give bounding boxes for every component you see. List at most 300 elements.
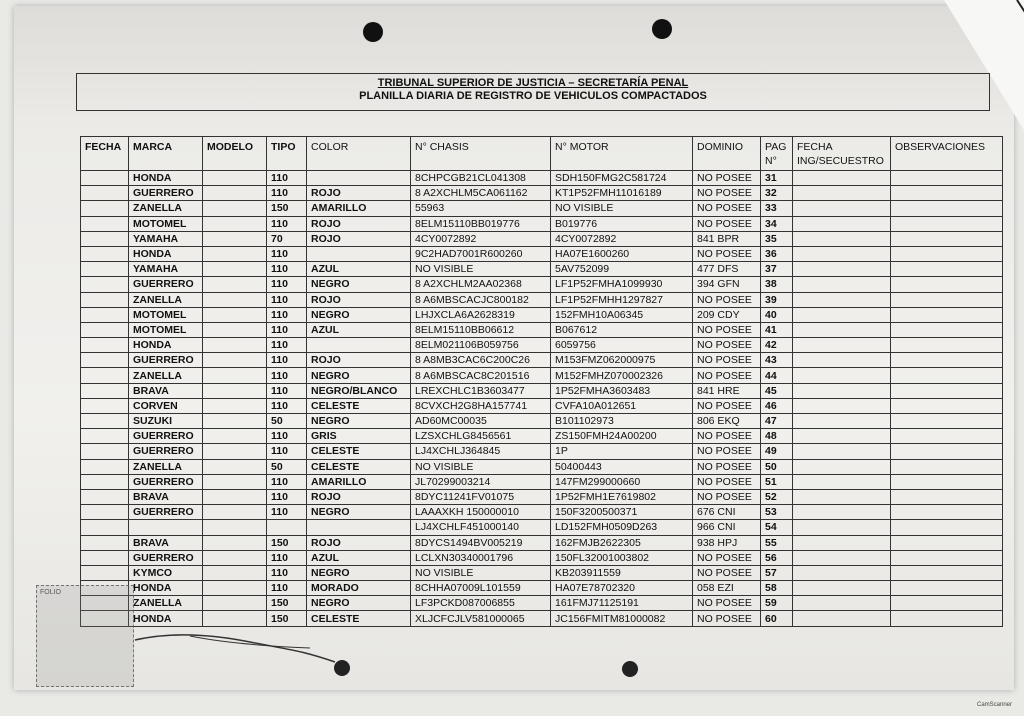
table-row bbox=[81, 353, 1003, 368]
cell-dominio: NO POSEE bbox=[693, 353, 761, 368]
col-pag-l2: N° bbox=[765, 155, 777, 167]
col-observaciones: OBSERVACIONES bbox=[891, 137, 1003, 171]
cell-dominio: NO POSEE bbox=[693, 216, 761, 231]
scanner-watermark: CamScanner bbox=[976, 702, 1012, 708]
cell-fecha_ing bbox=[793, 201, 891, 216]
cell-modelo bbox=[203, 383, 267, 398]
cell-tipo: 110 bbox=[267, 429, 307, 444]
cell-tipo: 110 bbox=[267, 444, 307, 459]
cell-fecha bbox=[81, 459, 129, 474]
cell-tipo: 110 bbox=[267, 550, 307, 565]
cell-motor: 162FMJB2622305 bbox=[551, 535, 693, 550]
cell-motor: KB203911559 bbox=[551, 565, 693, 580]
cell-modelo bbox=[203, 459, 267, 474]
table-row bbox=[81, 474, 1003, 489]
cell-motor: JC156FMITM81000082 bbox=[551, 611, 693, 626]
cell-modelo bbox=[203, 505, 267, 520]
cell-fecha bbox=[81, 520, 129, 535]
col-marca: MARCA bbox=[129, 137, 203, 171]
cell-chasis: 8ELM15110BB06612 bbox=[411, 322, 551, 337]
cell-obs bbox=[891, 277, 1003, 292]
cell-obs bbox=[891, 581, 1003, 596]
cell-pag: 48 bbox=[761, 429, 793, 444]
cell-fecha bbox=[81, 322, 129, 337]
cell-pag: 58 bbox=[761, 581, 793, 596]
cell-obs bbox=[891, 459, 1003, 474]
cell-tipo: 110 bbox=[267, 322, 307, 337]
cell-dominio: 209 CDY bbox=[693, 307, 761, 322]
cell-tipo: 150 bbox=[267, 201, 307, 216]
cell-dominio: 841 HRE bbox=[693, 383, 761, 398]
cell-fecha_ing bbox=[793, 383, 891, 398]
cell-pag: 32 bbox=[761, 186, 793, 201]
cell-fecha bbox=[81, 398, 129, 413]
cell-chasis: 8CVXCH2G8HA157741 bbox=[411, 398, 551, 413]
cell-fecha_ing bbox=[793, 489, 891, 504]
cell-color: ROJO bbox=[307, 353, 411, 368]
cell-dominio: NO POSEE bbox=[693, 338, 761, 353]
cell-fecha_ing bbox=[793, 505, 891, 520]
cell-marca: ZANELLA bbox=[129, 459, 203, 474]
col-fecha-ing-l1: FECHA bbox=[797, 141, 833, 153]
cell-modelo bbox=[203, 550, 267, 565]
cell-chasis: 8DYCS1494BV005219 bbox=[411, 535, 551, 550]
header-title: TRIBUNAL SUPERIOR DE JUSTICIA – SECRETARÍA PENAL bbox=[377, 77, 689, 89]
cell-fecha bbox=[81, 307, 129, 322]
cell-color: AMARILLO bbox=[307, 474, 411, 489]
cell-marca: GUERRERO bbox=[129, 444, 203, 459]
cell-color: AZUL bbox=[307, 550, 411, 565]
cell-chasis: LF3PCKD087006855 bbox=[411, 596, 551, 611]
cell-color: CELESTE bbox=[307, 459, 411, 474]
cell-fecha_ing bbox=[793, 216, 891, 231]
cell-pag: 47 bbox=[761, 414, 793, 429]
cell-chasis: LCLXN30340001796 bbox=[411, 550, 551, 565]
table-row bbox=[81, 231, 1003, 246]
cell-obs bbox=[891, 565, 1003, 580]
cell-obs bbox=[891, 550, 1003, 565]
cell-obs bbox=[891, 171, 1003, 186]
cell-fecha_ing bbox=[793, 565, 891, 580]
cell-tipo: 110 bbox=[267, 489, 307, 504]
cell-motor: LD152FMH0509D263 bbox=[551, 520, 693, 535]
table-row bbox=[81, 292, 1003, 307]
cell-fecha_ing bbox=[793, 231, 891, 246]
cell-color: ROJO bbox=[307, 489, 411, 504]
col-fecha: FECHA bbox=[81, 137, 129, 171]
cell-chasis: 8 A6MBSCACJC800182 bbox=[411, 292, 551, 307]
cell-dominio: 938 HPJ bbox=[693, 535, 761, 550]
cell-pag: 54 bbox=[761, 520, 793, 535]
cell-dominio: 841 BPR bbox=[693, 231, 761, 246]
cell-chasis: LJ4XCHLF451000140 bbox=[411, 520, 551, 535]
cell-dominio: 806 EKQ bbox=[693, 414, 761, 429]
cell-dominio: NO POSEE bbox=[693, 489, 761, 504]
cell-pag: 51 bbox=[761, 474, 793, 489]
cell-pag: 53 bbox=[761, 505, 793, 520]
cell-fecha bbox=[81, 262, 129, 277]
cell-chasis: LREXCHLC1B3603477 bbox=[411, 383, 551, 398]
cell-fecha bbox=[81, 550, 129, 565]
cell-dominio: 058 EZI bbox=[693, 581, 761, 596]
cell-marca: GUERRERO bbox=[129, 277, 203, 292]
table-row bbox=[81, 338, 1003, 353]
cell-modelo bbox=[203, 398, 267, 413]
cell-tipo: 70 bbox=[267, 231, 307, 246]
cell-modelo bbox=[203, 307, 267, 322]
col-pag-l1: PAG bbox=[765, 141, 787, 153]
official-stamp bbox=[36, 585, 134, 687]
cell-chasis: 8 A8MB3CAC6C200C26 bbox=[411, 353, 551, 368]
cell-fecha bbox=[81, 414, 129, 429]
table-row bbox=[81, 489, 1003, 504]
cell-color: ROJO bbox=[307, 231, 411, 246]
cell-chasis: 8DYC11241FV01075 bbox=[411, 489, 551, 504]
cell-motor: KT1P52FMH11016189 bbox=[551, 186, 693, 201]
cell-marca: BRAVA bbox=[129, 489, 203, 504]
cell-fecha bbox=[81, 231, 129, 246]
cell-obs bbox=[891, 474, 1003, 489]
cell-obs bbox=[891, 383, 1003, 398]
cell-dominio: NO POSEE bbox=[693, 444, 761, 459]
cell-motor: 152FMH10A06345 bbox=[551, 307, 693, 322]
cell-tipo: 110 bbox=[267, 292, 307, 307]
cell-dominio: NO POSEE bbox=[693, 322, 761, 337]
table-row bbox=[81, 414, 1003, 429]
cell-fecha_ing bbox=[793, 520, 891, 535]
cell-dominio: NO POSEE bbox=[693, 596, 761, 611]
cell-motor: SDH150FMG2C581724 bbox=[551, 171, 693, 186]
cell-tipo: 110 bbox=[267, 353, 307, 368]
cell-modelo bbox=[203, 216, 267, 231]
cell-marca: GUERRERO bbox=[129, 474, 203, 489]
cell-color bbox=[307, 338, 411, 353]
cell-obs bbox=[891, 489, 1003, 504]
cell-modelo bbox=[203, 565, 267, 580]
cell-pag: 39 bbox=[761, 292, 793, 307]
cell-modelo bbox=[203, 322, 267, 337]
cell-marca: GUERRERO bbox=[129, 550, 203, 565]
table-row bbox=[81, 535, 1003, 550]
cell-fecha bbox=[81, 353, 129, 368]
table-row bbox=[81, 398, 1003, 413]
col-fecha-ing bbox=[793, 137, 891, 171]
cell-chasis: 4CY0072892 bbox=[411, 231, 551, 246]
cell-pag: 50 bbox=[761, 459, 793, 474]
cell-chasis: LAAAXKH 150000010 bbox=[411, 505, 551, 520]
cell-obs bbox=[891, 414, 1003, 429]
cell-motor: M152FMHZ070002326 bbox=[551, 368, 693, 383]
cell-chasis: 8 A6MBSCAC8C201516 bbox=[411, 368, 551, 383]
cell-motor: HA07E1600260 bbox=[551, 246, 693, 261]
cell-pag: 40 bbox=[761, 307, 793, 322]
cell-fecha_ing bbox=[793, 353, 891, 368]
cell-fecha_ing bbox=[793, 322, 891, 337]
cell-tipo: 50 bbox=[267, 414, 307, 429]
table-row bbox=[81, 383, 1003, 398]
cell-chasis: LHJXCLA6A2628319 bbox=[411, 307, 551, 322]
cell-pag: 34 bbox=[761, 216, 793, 231]
table-row bbox=[81, 520, 1003, 535]
cell-tipo: 110 bbox=[267, 383, 307, 398]
cell-dominio: NO POSEE bbox=[693, 459, 761, 474]
cell-dominio: NO POSEE bbox=[693, 246, 761, 261]
cell-motor: 147FM299000660 bbox=[551, 474, 693, 489]
cell-obs bbox=[891, 292, 1003, 307]
cell-obs bbox=[891, 322, 1003, 337]
signature-scribble bbox=[130, 628, 350, 668]
cell-obs bbox=[891, 596, 1003, 611]
cell-fecha_ing bbox=[793, 611, 891, 626]
cell-motor: 6059756 bbox=[551, 338, 693, 353]
cell-chasis: NO VISIBLE bbox=[411, 262, 551, 277]
cell-tipo: 150 bbox=[267, 535, 307, 550]
cell-marca: YAMAHA bbox=[129, 231, 203, 246]
cell-marca: HONDA bbox=[129, 611, 203, 626]
cell-fecha_ing bbox=[793, 171, 891, 186]
cell-dominio: 477 DFS bbox=[693, 262, 761, 277]
cell-obs bbox=[891, 307, 1003, 322]
cell-fecha bbox=[81, 368, 129, 383]
cell-fecha bbox=[81, 171, 129, 186]
cell-modelo bbox=[203, 231, 267, 246]
cell-tipo: 50 bbox=[267, 459, 307, 474]
cell-pag: 55 bbox=[761, 535, 793, 550]
table-row bbox=[81, 186, 1003, 201]
cell-fecha bbox=[81, 444, 129, 459]
cell-dominio: NO POSEE bbox=[693, 611, 761, 626]
cell-pag: 46 bbox=[761, 398, 793, 413]
cell-fecha bbox=[81, 246, 129, 261]
cell-obs bbox=[891, 611, 1003, 626]
cell-obs bbox=[891, 186, 1003, 201]
cell-modelo bbox=[203, 338, 267, 353]
cell-motor: LF1P52FMHA1099930 bbox=[551, 277, 693, 292]
cell-pag: 45 bbox=[761, 383, 793, 398]
cell-marca: ZANELLA bbox=[129, 292, 203, 307]
cell-color: NEGRO/BLANCO bbox=[307, 383, 411, 398]
cell-modelo bbox=[203, 429, 267, 444]
cell-marca: ZANELLA bbox=[129, 368, 203, 383]
cell-motor: NO VISIBLE bbox=[551, 201, 693, 216]
cell-pag: 38 bbox=[761, 277, 793, 292]
cell-chasis: 8ELM021106B059756 bbox=[411, 338, 551, 353]
cell-obs bbox=[891, 505, 1003, 520]
punch-hole-right bbox=[652, 19, 672, 39]
cell-motor: ZS150FMH24A00200 bbox=[551, 429, 693, 444]
col-color: COLOR bbox=[307, 137, 411, 171]
punch-hole-bottom-left bbox=[334, 660, 350, 676]
cell-marca: GUERRERO bbox=[129, 186, 203, 201]
cell-fecha_ing bbox=[793, 581, 891, 596]
cell-pag: 31 bbox=[761, 171, 793, 186]
cell-color bbox=[307, 171, 411, 186]
cell-fecha_ing bbox=[793, 596, 891, 611]
cell-marca: CORVEN bbox=[129, 398, 203, 413]
cell-fecha_ing bbox=[793, 459, 891, 474]
cell-dominio: NO POSEE bbox=[693, 171, 761, 186]
cell-motor: HA07E78702320 bbox=[551, 581, 693, 596]
cell-dominio: NO POSEE bbox=[693, 550, 761, 565]
col-chasis: N° CHASIS bbox=[411, 137, 551, 171]
cell-fecha bbox=[81, 186, 129, 201]
cell-obs bbox=[891, 368, 1003, 383]
cell-modelo bbox=[203, 581, 267, 596]
document-header bbox=[76, 73, 990, 111]
cell-obs bbox=[891, 216, 1003, 231]
cell-fecha_ing bbox=[793, 246, 891, 261]
cell-tipo bbox=[267, 520, 307, 535]
table-row bbox=[81, 307, 1003, 322]
cell-modelo bbox=[203, 535, 267, 550]
cell-chasis: AD60MC00035 bbox=[411, 414, 551, 429]
cell-pag: 59 bbox=[761, 596, 793, 611]
cell-color: NEGRO bbox=[307, 368, 411, 383]
cell-tipo: 110 bbox=[267, 398, 307, 413]
cell-pag: 35 bbox=[761, 231, 793, 246]
cell-dominio: 966 CNI bbox=[693, 520, 761, 535]
col-pag bbox=[761, 137, 793, 171]
cell-fecha_ing bbox=[793, 474, 891, 489]
vehicle-register-table bbox=[80, 136, 1003, 627]
cell-fecha_ing bbox=[793, 535, 891, 550]
cell-motor: 150FL32001003802 bbox=[551, 550, 693, 565]
table-row bbox=[81, 246, 1003, 261]
cell-pag: 42 bbox=[761, 338, 793, 353]
cell-fecha bbox=[81, 505, 129, 520]
header-subtitle: PLANILLA DIARIA DE REGISTRO DE VEHICULOS COMPACTADOS bbox=[359, 90, 707, 102]
cell-motor: 161FMJ71125191 bbox=[551, 596, 693, 611]
cell-marca: HONDA bbox=[129, 171, 203, 186]
cell-fecha bbox=[81, 216, 129, 231]
cell-chasis: 8 A2XCHLM2AA02368 bbox=[411, 277, 551, 292]
cell-marca: YAMAHA bbox=[129, 262, 203, 277]
cell-modelo bbox=[203, 201, 267, 216]
cell-color: AZUL bbox=[307, 322, 411, 337]
cell-modelo bbox=[203, 171, 267, 186]
cell-motor: 150F3200500371 bbox=[551, 505, 693, 520]
cell-modelo bbox=[203, 444, 267, 459]
cell-chasis: XLJCFCJLV581000065 bbox=[411, 611, 551, 626]
cell-dominio: NO POSEE bbox=[693, 368, 761, 383]
punch-hole-left bbox=[363, 22, 383, 42]
cell-modelo bbox=[203, 292, 267, 307]
cell-tipo: 110 bbox=[267, 474, 307, 489]
cell-motor: 4CY0072892 bbox=[551, 231, 693, 246]
cell-dominio: NO POSEE bbox=[693, 201, 761, 216]
cell-pag: 43 bbox=[761, 353, 793, 368]
cell-marca: GUERRERO bbox=[129, 505, 203, 520]
table-row bbox=[81, 429, 1003, 444]
cell-obs bbox=[891, 231, 1003, 246]
cell-color: NEGRO bbox=[307, 565, 411, 580]
cell-fecha_ing bbox=[793, 414, 891, 429]
cell-modelo bbox=[203, 596, 267, 611]
cell-tipo: 110 bbox=[267, 581, 307, 596]
cell-motor: B101102973 bbox=[551, 414, 693, 429]
cell-motor: B067612 bbox=[551, 322, 693, 337]
cell-dominio: NO POSEE bbox=[693, 292, 761, 307]
cell-marca: BRAVA bbox=[129, 383, 203, 398]
cell-modelo bbox=[203, 489, 267, 504]
cell-modelo bbox=[203, 186, 267, 201]
cell-tipo: 110 bbox=[267, 565, 307, 580]
cell-pag: 44 bbox=[761, 368, 793, 383]
cell-color: ROJO bbox=[307, 186, 411, 201]
cell-modelo bbox=[203, 414, 267, 429]
table-row bbox=[81, 201, 1003, 216]
cell-chasis: JL70299003214 bbox=[411, 474, 551, 489]
cell-fecha bbox=[81, 429, 129, 444]
cell-tipo: 150 bbox=[267, 611, 307, 626]
cell-color: CELESTE bbox=[307, 398, 411, 413]
cell-color: NEGRO bbox=[307, 307, 411, 322]
cell-tipo: 110 bbox=[267, 262, 307, 277]
cell-chasis: LZSXCHLG8456561 bbox=[411, 429, 551, 444]
cell-pag: 41 bbox=[761, 322, 793, 337]
cell-pag: 37 bbox=[761, 262, 793, 277]
cell-fecha_ing bbox=[793, 262, 891, 277]
cell-fecha_ing bbox=[793, 398, 891, 413]
table-row bbox=[81, 565, 1003, 580]
cell-color: ROJO bbox=[307, 292, 411, 307]
cell-motor: CVFA10A012651 bbox=[551, 398, 693, 413]
cell-fecha bbox=[81, 474, 129, 489]
cell-obs bbox=[891, 398, 1003, 413]
cell-color: NEGRO bbox=[307, 414, 411, 429]
cell-pag: 56 bbox=[761, 550, 793, 565]
cell-color: NEGRO bbox=[307, 277, 411, 292]
table-body bbox=[81, 171, 1003, 627]
cell-obs bbox=[891, 444, 1003, 459]
cell-chasis: 8CHHA07009L101559 bbox=[411, 581, 551, 596]
cell-pag: 36 bbox=[761, 246, 793, 261]
cell-fecha_ing bbox=[793, 444, 891, 459]
cell-fecha_ing bbox=[793, 307, 891, 322]
table-row bbox=[81, 322, 1003, 337]
cell-color: AZUL bbox=[307, 262, 411, 277]
cell-chasis: LJ4XCHLJ364845 bbox=[411, 444, 551, 459]
cell-chasis: NO VISIBLE bbox=[411, 459, 551, 474]
cell-tipo: 110 bbox=[267, 338, 307, 353]
cell-pag: 57 bbox=[761, 565, 793, 580]
cell-pag: 49 bbox=[761, 444, 793, 459]
cell-fecha bbox=[81, 565, 129, 580]
cell-motor: M153FMZ062000975 bbox=[551, 353, 693, 368]
cell-pag: 33 bbox=[761, 201, 793, 216]
cell-modelo bbox=[203, 520, 267, 535]
cell-chasis: 55963 bbox=[411, 201, 551, 216]
cell-motor: 50400443 bbox=[551, 459, 693, 474]
cell-obs bbox=[891, 262, 1003, 277]
cell-marca: HONDA bbox=[129, 338, 203, 353]
cell-color: GRIS bbox=[307, 429, 411, 444]
cell-chasis: 8ELM15110BB019776 bbox=[411, 216, 551, 231]
stamp-text: FOLIO bbox=[40, 589, 62, 596]
cell-obs bbox=[891, 201, 1003, 216]
cell-obs bbox=[891, 535, 1003, 550]
cell-modelo bbox=[203, 246, 267, 261]
cell-obs bbox=[891, 353, 1003, 368]
cell-fecha bbox=[81, 201, 129, 216]
cell-tipo: 110 bbox=[267, 216, 307, 231]
cell-tipo: 150 bbox=[267, 596, 307, 611]
cell-tipo: 110 bbox=[267, 171, 307, 186]
cell-motor: 1P52FMH1E7619802 bbox=[551, 489, 693, 504]
table-row bbox=[81, 459, 1003, 474]
table-row bbox=[81, 505, 1003, 520]
cell-dominio: NO POSEE bbox=[693, 474, 761, 489]
